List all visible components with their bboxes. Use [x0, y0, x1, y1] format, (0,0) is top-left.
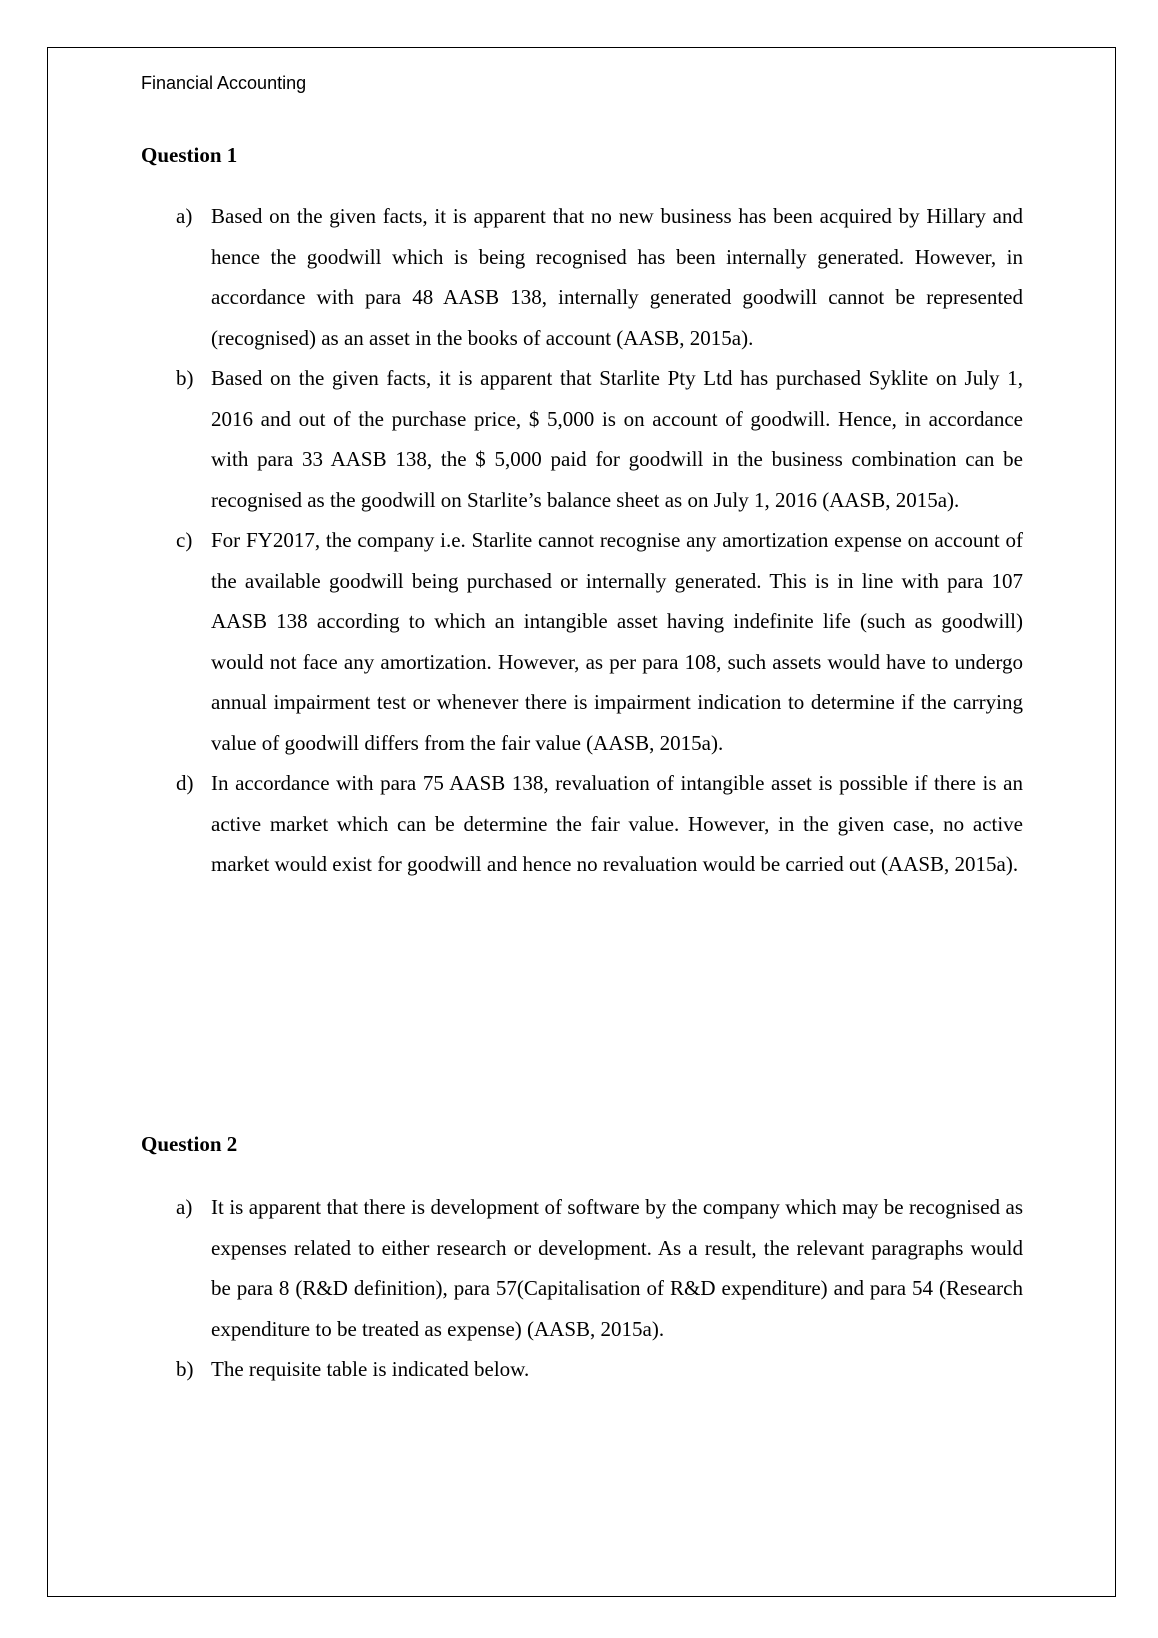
- list-item: [141, 1349, 1023, 1390]
- list-marker: a): [176, 204, 193, 228]
- question-2-list: [141, 1187, 1023, 1390]
- question-1-list: [141, 196, 1023, 885]
- list-marker: c): [176, 528, 193, 552]
- question-2-title: Question 2: [141, 1132, 238, 1156]
- list-item-text: Based on the given facts, it is apparent that Starlite Pty Ltd has purchased Syklite on July 1, 2016 and out of the purchase price, $ 5,000 is on account of goodwill. Hence, in accordance with para 33 AASB 138, the $ 5,000 paid for goodwill in the business combination can be recognised as the goodwill on Starlite’s balance sheet as on July 1, 2016 (AASB, 2015a).: [211, 366, 1023, 512]
- list-item: [141, 196, 1023, 358]
- list-item-text: The requisite table is indicated below.: [211, 1357, 530, 1381]
- list-marker: b): [176, 1357, 194, 1381]
- list-item: [141, 358, 1023, 520]
- question-1-title: Question 1: [141, 143, 238, 167]
- list-marker: a): [176, 1195, 193, 1219]
- list-marker: b): [176, 366, 194, 390]
- list-item-text: For FY2017, the company i.e. Starlite cannot recognise any amortization expense on account of the available goodwill being purchased or internally generated. This is in line with para 107 AASB 138 according to which an intangible asset having indefinite life (such as goodwill) would not face any amortization. However, as per para 108, such assets would have to undergo annual impairment test or whenever there is impairment indication to determine if the carrying value of goodwill differs from the fair value (AASB, 2015a).: [211, 528, 1023, 755]
- list-marker: d): [176, 771, 194, 795]
- list-item: [141, 763, 1023, 885]
- list-item-text: Based on the given facts, it is apparent that no new business has been acquired by Hillary and hence the goodwill which is being recognised has been internally generated. However, in accordance with para 48 AASB 138, internally generated goodwill cannot be represented (recognised) as an asset in the books of account (AASB, 2015a).: [211, 204, 1023, 350]
- running-header: Financial Accounting: [141, 73, 307, 93]
- list-item-text: It is apparent that there is development of software by the company which may be recognised as expenses related to either research or development. As a result, the relevant paragraphs would be para 8 (R&D definition), para 57(Capitalisation of R&D expenditure) and para 54 (Research expenditure to be treated as expense) (AASB, 2015a).: [211, 1195, 1023, 1341]
- list-item: [141, 1187, 1023, 1349]
- list-item-text: In accordance with para 75 AASB 138, revaluation of intangible asset is possible if there is an active market which can be determine the fair value. However, in the given case, no active market would exist for goodwill and hence no revaluation would be carried out (AASB, 2015a).: [211, 771, 1023, 876]
- list-item: [141, 520, 1023, 763]
